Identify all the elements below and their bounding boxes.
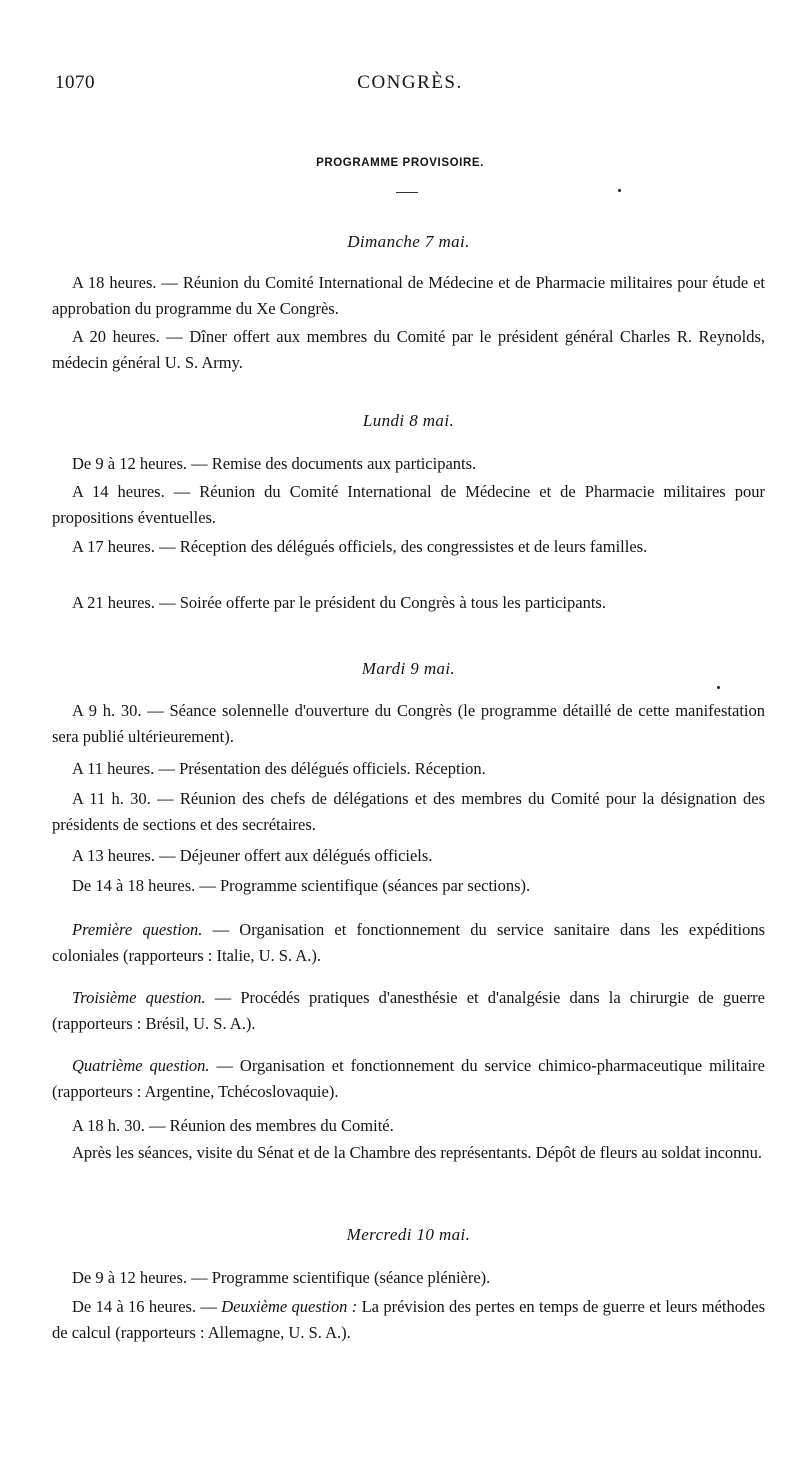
schedule-item: A 14 heures. — Réunion du Comité International de Médecine et de Pharmacie militaires pour propositions éventuelles. [52, 482, 765, 527]
question-prefix: De 14 à 16 heures. — [72, 1297, 222, 1316]
question-entry [52, 985, 765, 1037]
schedule-item: A 21 heures. — Soirée offerte par le président du Congrès à tous les participants. [72, 593, 606, 612]
schedule-item: A 17 heures. — Réception des délégués officiels, des congressistes et de leurs familles. [72, 537, 648, 556]
day-heading-lundi: Lundi 8 mai. [362, 411, 455, 430]
schedule-item: De 14 à 18 heures. — Programme scientifique (séances par sections). [72, 876, 531, 895]
schedule-item: A 9 h. 30. — Séance solennelle d'ouverture du Congrès (le programme détaillé de cette manifestation sera publié ultérieurement). [52, 701, 765, 746]
question-text: — Organisation et fonctionnement du service chimico-pharmaceutique militaire (rapporteurs : Argentine, Tchécoslovaquie). [52, 1056, 765, 1101]
schedule-item: De 9 à 12 heures. — Programme scientifique (séance plénière). [72, 1268, 491, 1287]
schedule-item: De 9 à 12 heures. — Remise des documents aux participants. [72, 454, 477, 473]
schedule-item: A 18 heures. — Réunion du Comité International de Médecine et de Pharmacie militaires pour étude et approbation du programme du Xe Congrès. [52, 273, 765, 318]
question-text: — Organisation et fonctionnement du service sanitaire dans les expéditions coloniales (rapporteurs : Italie, U. S. A.). [52, 920, 765, 965]
question-label: Troisième question. [72, 988, 206, 1007]
day-heading-mercredi: Mercredi 10 mai. [346, 1225, 471, 1244]
question-label: Première question. [72, 920, 203, 939]
page-number: 1070 [55, 72, 95, 93]
schedule-item: Après les séances, visite du Sénat et de la Chambre des représentants. Dépôt de fleurs au soldat inconnu. [72, 1143, 763, 1162]
question-entry [52, 1294, 765, 1346]
question-text: — Procédés pratiques d'anesthésie et d'analgésie dans la chirurgie de guerre (rapporteurs : Brésil, U. S. A.). [52, 988, 765, 1033]
day-heading-dimanche: Dimanche 7 mai. [347, 232, 470, 251]
title-rule [396, 192, 418, 193]
schedule-item: A 18 h. 30. — Réunion des membres du Comité. [72, 1116, 394, 1135]
document-title: PROGRAMME PROVISOIRE. [316, 157, 484, 169]
question-entry [52, 917, 765, 969]
running-title: CONGRÈS. [357, 72, 463, 93]
schedule-item: A 20 heures. — Dîner offert aux membres du Comité par le président général Charles R. Reynolds, médecin général U. S. Army. [52, 327, 765, 372]
question-label: Quatrième question. [72, 1056, 210, 1075]
page-header [55, 70, 765, 100]
question-entry [52, 1053, 765, 1105]
schedule-item: A 11 h. 30. — Réunion des chefs de délégations et des membres du Comité pour la désignation des présidents de sections et des secrétaires. [52, 789, 765, 834]
question-label: Deuxième question : [221, 1297, 358, 1316]
print-speck [717, 686, 720, 689]
print-speck [618, 189, 621, 192]
question-text: La prévision des pertes en temps de guerre et leurs méthodes de calcul (rapporteurs : Allemagne, U. S. A.). [52, 1297, 765, 1342]
day-heading-mardi: Mardi 9 mai. [361, 659, 456, 678]
schedule-item: A 11 heures. — Présentation des délégués officiels. Réception. [72, 759, 486, 778]
schedule-item: A 13 heures. — Déjeuner offert aux délégués officiels. [72, 846, 433, 865]
